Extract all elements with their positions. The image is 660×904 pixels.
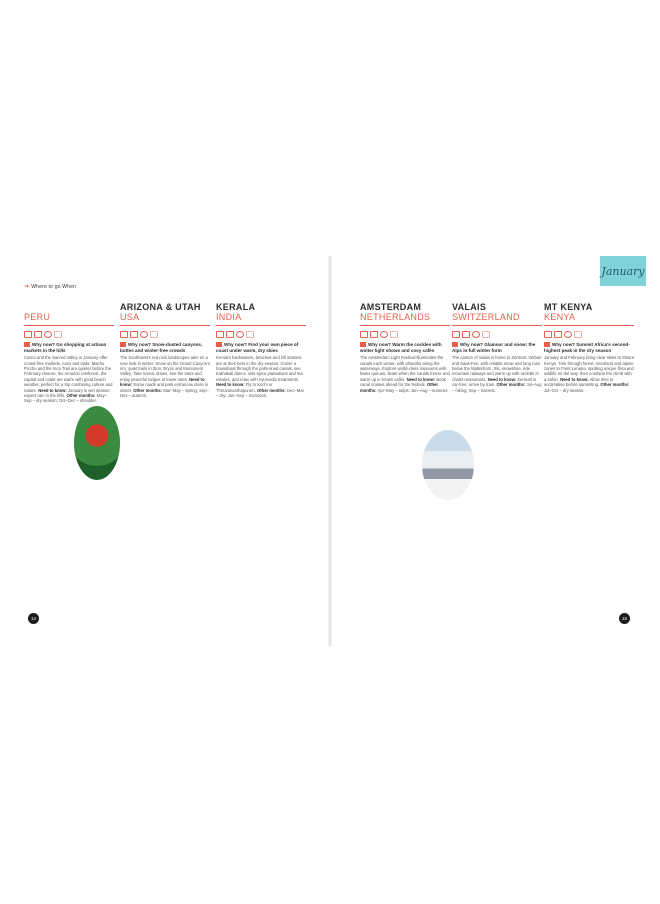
adventure-icon xyxy=(462,331,470,338)
destination-country: INDIA xyxy=(216,312,242,322)
marker-icon xyxy=(452,342,458,347)
adventure-icon xyxy=(554,331,562,338)
destination-name: AMSTERDAM xyxy=(360,302,422,312)
arrow-right-icon: ➜ xyxy=(24,284,30,290)
lead-text: Why now? Summit Africa's second-highest peak in the dry season xyxy=(544,342,630,353)
month-tab: January xyxy=(600,256,646,286)
running-head-text: Where to go When xyxy=(31,283,77,290)
party-icon xyxy=(380,331,388,338)
column-rule xyxy=(120,325,210,326)
column-rule xyxy=(216,325,306,326)
marker-icon xyxy=(544,342,550,347)
trek-icon xyxy=(130,331,138,338)
marker-icon xyxy=(120,342,126,347)
page-number: 15 xyxy=(619,613,630,624)
body-text: The Southwest's red rock landscapes take on a new look in winter. Snow on the Grand Canyon's rim, quiet trails in Zion, Bryce and Monument Valley. Take scenic drives, see the stars and enjoy peaceful lodges at lower rates. Need to know: Some roads and park entrances close in winter. Other months: Mar–May – spring; Sep–Nov – autumn. xyxy=(120,355,210,399)
culture-icon xyxy=(226,331,234,338)
activity-icons xyxy=(544,330,634,338)
lead-text: Why now? Go shopping at artisan markets in the hills xyxy=(24,342,107,353)
marker-icon xyxy=(24,342,30,347)
column-rule xyxy=(452,325,542,326)
destination-name: MT KENYA xyxy=(544,302,593,312)
beach-icon xyxy=(216,331,224,338)
body-text: The canton of Valais is home to Zermatt, Verbier and Saas-Fee, with reliable snow and long runs below the Matterhorn. Ski, snowshoe, ride mountain railways and warm up with raclette in chalet restaurants. Need to know: Zermatt is car-free; arrive by train. Other months: Jul–Aug – hiking; Sep – harvest. xyxy=(452,355,542,393)
book-gutter xyxy=(328,256,332,646)
running-head xyxy=(24,283,76,290)
food-icon xyxy=(370,331,378,338)
marker-icon xyxy=(360,342,366,347)
left-page xyxy=(14,256,330,646)
destination-mt-kenya xyxy=(544,302,634,393)
destination-country: PERU xyxy=(24,312,51,322)
activity-icons xyxy=(360,330,450,338)
body-text: Kerala's backwaters, beaches and hill stations are at their best in the dry season. Cruise a houseboat through the palm-lined canals, see Kathakali dance, visit spice plantations and tea estates, and relax with Ayurvedic treatments. Need to know: Fly to Kochi or Thiruvananthapuram. Other months: Dec–Mar – dry; Jun–Sep – monsoon. xyxy=(216,355,305,399)
destination-country: SWITZERLAND xyxy=(452,312,520,322)
wildlife-icon xyxy=(564,331,572,338)
favourite-icon xyxy=(54,331,62,338)
favourite-icon xyxy=(246,331,254,338)
wildlife-icon xyxy=(236,331,244,338)
destination-name: VALAIS xyxy=(452,302,487,312)
favourite-icon xyxy=(574,331,582,338)
column-rule xyxy=(360,325,450,326)
destination-country: USA xyxy=(120,312,140,322)
destination-country: NETHERLANDS xyxy=(360,312,431,322)
adventure-icon xyxy=(34,331,42,338)
food-icon xyxy=(472,331,480,338)
destination-peru xyxy=(24,302,114,404)
destination-name: KERALA xyxy=(216,302,256,312)
destination-country: KENYA xyxy=(544,312,576,322)
trek-icon xyxy=(544,331,552,338)
favourite-icon xyxy=(150,331,158,338)
column-rule xyxy=(24,325,114,326)
column-rule xyxy=(544,325,634,326)
body-text: Cusco and the Sacred Valley in January offer crowd-free markets, ruins and trails. Machu Picchu and the Inca Trail are quieter before the February closure; the Amazon rainforest, the capital and coast are warm with good beach weather, perfect for a trip combining culture and nature. Need to know: January is wet season; expect rain in the hills. Other months: May–Sep – dry season; Oct–Dec – shoulder. xyxy=(24,355,113,404)
activity-icons xyxy=(452,330,542,338)
alpine-village-photo xyxy=(422,430,474,500)
favourite-icon xyxy=(390,331,398,338)
lead-text: Why now? Warm the cockles with winter light shows and cosy cafés xyxy=(360,342,442,353)
destination-kerala xyxy=(216,302,306,398)
parrot-photo xyxy=(74,406,120,480)
wildlife-icon xyxy=(140,331,148,338)
destination-amsterdam xyxy=(360,302,450,393)
destination-arizona-utah xyxy=(120,302,210,398)
culture-icon xyxy=(360,331,368,338)
marker-icon xyxy=(216,342,222,347)
lead-text: Why now? Snow-dusted canyons, buttes and winter-free crowds xyxy=(120,342,203,353)
body-text: The Amsterdam Light Festival illuminates the canals each winter, with artworks along the waterways. Explore world-class museums with fewer queues, skate when the canals freeze and warm up in brown cafés. Need to know: Book canal cruises ahead for the festival. Other months: Apr–May – tulips; Jun–Aug – summer. xyxy=(360,355,450,393)
activity-icons xyxy=(216,330,306,338)
activity-icons xyxy=(24,330,114,338)
book-spread xyxy=(14,256,646,646)
page-number: 14 xyxy=(28,613,39,624)
ski-icon xyxy=(452,331,460,338)
activity-icons xyxy=(120,330,210,338)
destination-name: ARIZONA & UTAH xyxy=(120,302,201,312)
lead-text: Why now? Glamour and snow: the Alps in full winter form xyxy=(452,342,536,353)
right-page xyxy=(330,256,646,646)
destination-valais xyxy=(452,302,542,393)
adventure-icon xyxy=(120,331,128,338)
culture-icon xyxy=(24,331,32,338)
body-text: January and February bring clear skies to Mount Kenya. Trek through forest, moorland and alpine zones to Point Lenana, spotting unique flora and wildlife on the way, then combine the climb with a safari. Need to know: Allow time to acclimatise before summiting. Other months: Jul–Oct – dry season. xyxy=(544,355,634,393)
lead-text: Why now? Find your own piece of coast under warm, dry skies xyxy=(216,342,299,353)
wildlife-icon xyxy=(44,331,52,338)
favourite-icon xyxy=(482,331,490,338)
